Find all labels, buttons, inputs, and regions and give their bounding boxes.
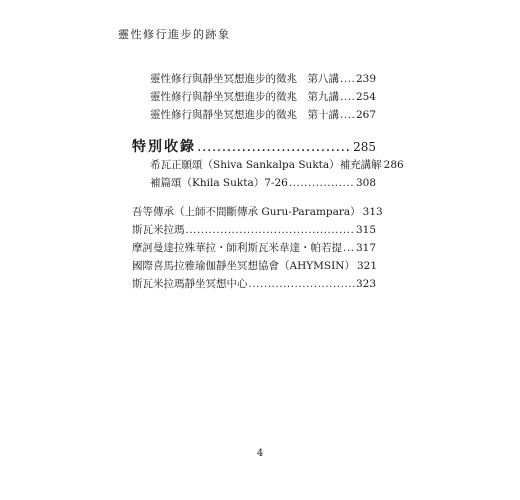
toc-leader-dots (186, 223, 355, 237)
toc-entry-title: 靈性修行與靜坐冥想進步的徵兆 第九講 (150, 91, 339, 103)
toc-entry (150, 90, 376, 104)
toc-section-page: 285 (353, 140, 376, 154)
toc-entry (132, 277, 376, 291)
toc-entry-title: 吾等傳承（上師不間斷傳承 Guru-Parampara） (132, 206, 361, 218)
toc-entry-page: 323 (355, 278, 376, 290)
toc-leader-dots (340, 90, 355, 104)
page-number: 4 (256, 448, 264, 459)
toc-entry-title: 希瓦正願頌（Shiva Sankalpa Sukta）補充講解 (150, 159, 382, 171)
toc-entry-page: 317 (355, 242, 376, 254)
toc-entry-title: 補篇頌（Khila Sukta）7-26 (150, 177, 288, 189)
toc-entry (150, 72, 376, 86)
toc-entry-page: 239 (355, 73, 376, 85)
toc-entry (132, 205, 383, 219)
toc-section-title: 特別收錄 (132, 139, 196, 155)
toc-entry (150, 108, 376, 122)
toc-entry-title: 靈性修行與靜坐冥想進步的徵兆 第十講 (150, 109, 339, 121)
toc-leader-dots (289, 176, 355, 190)
toc-entry-page: 286 (383, 159, 404, 171)
toc-entry-title: 摩訶曼達拉殊華拉・師利斯瓦米韋達・帕若提 (132, 242, 342, 254)
toc-entry (132, 241, 376, 255)
toc-entry-page: 313 (362, 206, 383, 218)
toc-entry-title: 靈性修行與靜坐冥想進步的徵兆 第八講 (150, 73, 339, 85)
toc-entry-title: 斯瓦米拉瑪 (132, 224, 185, 236)
toc-leader-dots (249, 277, 355, 291)
toc-entry (150, 158, 404, 172)
toc-leader-dots (340, 72, 355, 86)
toc-leader-dots (343, 241, 355, 255)
toc-entry (132, 259, 376, 273)
toc-entry-page: 321 (356, 260, 377, 272)
toc-section-heading (132, 138, 376, 156)
toc-entry (132, 223, 376, 237)
running-header: 靈性修行進步的跡象 (118, 28, 231, 41)
toc-entry (150, 176, 376, 190)
toc-leader-dots (197, 138, 352, 156)
toc-entry-title: 國際喜馬拉雅瑜伽靜坐冥想協會（AHYMSIN） (132, 260, 355, 272)
toc-entry-title: 斯瓦米拉瑪靜坐冥想中心 (132, 278, 248, 290)
toc-leader-dots (340, 108, 355, 122)
toc-entry-page: 254 (355, 91, 376, 103)
toc-entry-page: 315 (355, 224, 376, 236)
toc-entry-page: 267 (355, 109, 376, 121)
toc-entry-page: 308 (355, 177, 376, 189)
